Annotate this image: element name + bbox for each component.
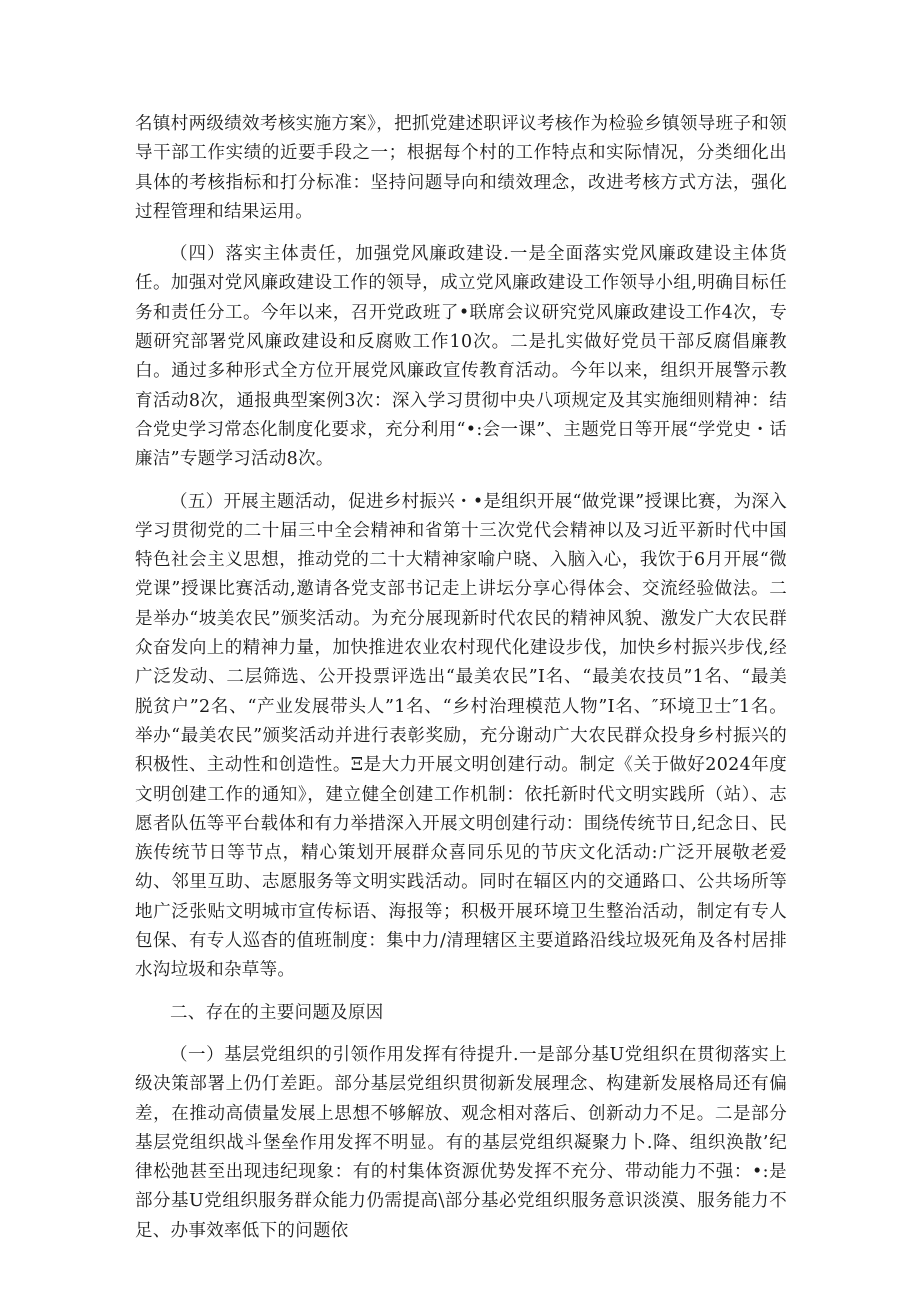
paragraph-theme-activities: （五）开展主题活动，促进乡村振兴・•是组织开展“做党课”授课比赛，为深入学习贯彻党的二十届三中全会精神和省第十三次党代会精神以及习近平新时代中国特色社会主义思想，推动党的二十大精神家喻户晓、入脑入心，我饮于6月开展“微党课”授课比赛活动,邀请各党支部书记走上讲坛分享心得体会、交流经验做法。二是举办“坡美农民”颁奖活动。为充分展现新时代农民的精神风貌、激发广大农民群众奋发向上的精神力量，加快推进农业农村现代化建设步伐，加快乡村振兴步伐,经广泛发动、二层筛选、公开投票评选出“最美农民”I名、“最美农技员”1名、“最美脱贫户”2名、“产业发展带头人”1名、“乡村治理模范人物”I名、″环境卫士″1名。举办“最美农民”颁奖活动并进行表彰奖励，充分谢动广大农民群众投身乡村振兴的积极性、主动性和创造性。Ξ是大力开展文明创建行动。制定《关于做好2024年度文明创建工作的通知》，建立健全创建工作机制：依托新时代文明实践所（站）、志愿者队伍等平台载体和有力举措深入开展文明创建行动：围绕传统节日,纪念日、民族传统节日等节点，精心策划开展群众喜同乐见的节庆文化活动:广泛开展敬老爱幼、邻里互助、志愿服务等文明实践活动。同时在辐区内的交通路口、公共场所等地广泛张贴文明城市宣传标语、海报等；积极开展环境卫生整治活动，制定有专人包保、有专人巡杳的值班制度：集中力/清理辖区主要道路沿线垃圾死角及各村居排水沟垃圾和杂草等。 — [135, 491, 787, 981]
section-heading-problems: 二、存在的主要问题及原因 — [170, 1002, 384, 1023]
paragraph-party-conduct: （四）落实主体责任，加强党风廉政建设.一是全面落实党风廉政建设主体货任。加强对党风廉政建设工作的领导，成立党风廉政建设工作领导小组,明确目标任务和责任分工。今年以来，召开党政班了•联席会议研究党风廉政建设工作4次，专题研究部署党风廉政建设和反腐败工作10次。二是扎实做好党员干部反腐倡廉教白。通过多种形式全方位开展党风廉政宣传教育活动。今年以来，组织开展警示教育活动8次，通报典型案例3次：深入学习贯彻中央八项规定及其实施细则精神：结合党史学习常态化制度化要求，充分利用“•:会一课”、主题党日等开展“学党史・话廉洁”专题学习活动8次。 — [135, 244, 787, 470]
paragraph-grassroots-issues: （一）基层党组织的引领作用发挥有待提升.一是部分基U党组织在贯彻落实上级决策部署上仍仃差距。部分基层党组织贯彻新发展理念、构建新发展格局还有偏差，在推动高债量发展上思想不够解放、观念相对落后、创新动力不足。二是部分基层党组织战斗堡垒作用发挥不明显。有的基层党组织凝聚力卜.降、组织涣散’纪律松弛甚至出现违纪现象：有的村集体资源优势发挥不充分、带动能力不强：•:是部分基U党组织服务群众能力仍需提高\部分基必党组织服务意识淡漠、服务能力不足、办事效率低下的问题依 — [135, 1044, 787, 1241]
paragraph-assessment-plan: 名镇村两级绩效考核实施方案》，把抓党建述职评议考核作为检验乡镇领导班子和领导干部工作实绩的近要手段之一；根据每个村的工作特点和实际情况，分类细化出具体的考核指标和打分标准：坚持问题导向和绩效理念，改进考核方式方法，强化过程管理和结果运用。 — [135, 114, 787, 222]
document-page — [135, 110, 787, 1246]
